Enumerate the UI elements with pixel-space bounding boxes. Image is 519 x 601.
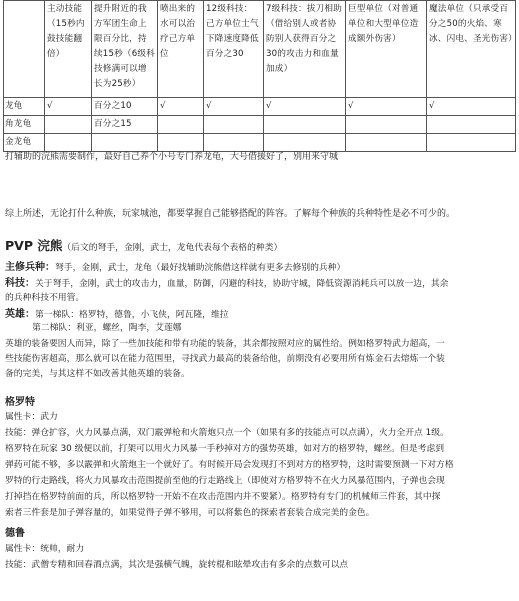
row-label: 金龙龟 <box>4 134 45 152</box>
tech-line <box>5 274 448 289</box>
table-cell <box>346 134 427 152</box>
header-cell <box>4 1 45 98</box>
header-cell: 喷出来的水可以治疗己方单位 <box>158 1 204 98</box>
pvp-section-title <box>5 236 282 254</box>
hero-paragraph-line: 些技能伤害超高，那么就可以在能力范围里，寻找武力最高的装备给他，前期没有必要用所有炼金石去熔炼一个装 <box>5 354 445 364</box>
delu-heading: 德鲁 <box>5 528 25 539</box>
unit-comparison-table <box>3 0 516 152</box>
grot-heading: 格罗特 <box>5 397 35 408</box>
table-header-row <box>4 1 516 98</box>
tech-text: 关于弩手，金刚，武士的攻击力，血量，防御，闪避的科技，协助守城，降低资源消耗兵可以放一边，其余 <box>35 279 449 289</box>
header-cell: 7级科技：拔刀相助（借给别人或者协防别人获得百分之30的攻击力和血量加成） <box>264 1 346 98</box>
summary-paragraph: 综上所述，无论打什么种族，玩家城池，都要掌握自己能够搭配的阵容。了解每个种族的兵种特性是必不可少的。 <box>5 209 456 219</box>
delu-attr: 属性卡：统帅，耐力 <box>5 544 85 554</box>
grot-skill-line: 索者三件套是加子弹容量的，如果觉得子弹不够用，可以将紫色的探索者套装合成完美的金色。 <box>5 508 375 518</box>
main-unit-label: 主修兵种： <box>5 262 55 273</box>
row-label: 龙龟 <box>4 98 45 116</box>
delu-skill: 技能：武僧专精和回春酒点满，其次是强横气魄，旋转棍和眩晕攻击有多余的点数可以点 <box>5 560 349 570</box>
table-cell <box>158 116 204 134</box>
header-cell: 巨型单位（对普通单位和大型单位造成额外伤害） <box>346 1 427 98</box>
table-cell: √ <box>346 98 427 116</box>
tech-label: 科技： <box>5 278 35 289</box>
table-cell <box>264 116 346 134</box>
hero-paragraph-line: 英雄的装备要因人而异，除了一些加技能和带有功能的装备，其余都按照对应的属性给。例如格罗特武力超高，一 <box>5 339 445 349</box>
grot-skill-line: 打掉挡在格罗特前面的兵，所以格罗特一开始不在攻击范围内并不要紧）。格罗特有专门的机械师三件套，其中探 <box>5 492 441 502</box>
table-row <box>4 98 516 116</box>
table-cell: √ <box>264 98 346 116</box>
main-unit-line <box>5 258 345 273</box>
header-cell: 12级科技：己方单位士气下降速度降低百分之30 <box>204 1 264 98</box>
grot-skill-line: 技能：弹仓扩容，火力风暴点满，双门霰弹枪和火箭炮只点一个（如果有多的技能点可以点满），火力全开点 1级。 <box>5 428 449 438</box>
table-cell: √ <box>45 98 92 116</box>
table-row <box>4 116 516 134</box>
header-cell: 提升附近的我方军团生命上限百分比，持续15秒（6级科技修满可以增长为25秒） <box>92 1 158 98</box>
hero-label: 英雄： <box>5 309 35 320</box>
grot-skill-line: 格罗特在玩家 30 级便以前，打架可以用火力风暴一手秒掉对方的强势英雄，如对方的格罗特，螺丝。但是考虑到 <box>5 444 445 454</box>
hero-tier2: 第二梯队：利亚，螺丝，陶李，艾莲娜 <box>32 323 182 333</box>
table-note: 打辅助的浣熊需要制作，最好自己养个小号专门养龙龟，大号借援好了，别用来守城 <box>5 152 339 162</box>
grot-skill-line: 弹药可能不够，多以霰弹和火箭炮主一个就好了。有时候开局会发现打不到对方的格罗特，这时需要预测一下对方格 <box>5 460 454 470</box>
grot-skill-line: 罗特的行走路线，将火力风暴攻击范围提前至他的行走路线上（即使对方格罗特不在火力风暴范围内，子弹也会现 <box>5 476 445 486</box>
row-label: 角龙龟 <box>4 116 45 134</box>
main-unit-text: 弩手，金刚，武士，龙龟（最好找辅助浣熊借这样就有更多去修别的兵种） <box>55 263 346 273</box>
table-cell: √ <box>427 98 516 116</box>
hero-paragraph-line: 备的完美，与其这样不如改善其他英雄的装备。 <box>5 369 190 379</box>
table-cell <box>45 116 92 134</box>
table-cell <box>346 116 427 134</box>
table-cell: 百分之15 <box>92 116 158 134</box>
table-cell <box>204 116 264 134</box>
table-cell: √ <box>158 98 204 116</box>
hero-line <box>5 305 229 320</box>
tech-line-2: 的兵种科技不用管。 <box>5 293 85 303</box>
header-cell: 主动技能（15秒内鼓技能翻倍） <box>45 1 92 98</box>
table-cell <box>427 134 516 152</box>
grot-attr: 属性卡：武力 <box>5 412 58 422</box>
pvp-subtitle: （后文的弩手，金刚，武士，龙龟代表每个表格的种类） <box>62 243 283 253</box>
table-cell <box>427 116 516 134</box>
hero-tier1: 第一梯队：格罗特，德鲁，小飞侠，阿瓦隆，维拉 <box>35 310 229 320</box>
header-cell: 魔法单位（只承受百分之50的火焰、寒冰、闪电、圣光伤害） <box>427 1 516 98</box>
pvp-title-text: PVP 浣熊 <box>5 238 63 253</box>
table-cell: 百分之10 <box>92 98 158 116</box>
table-cell: √ <box>204 98 264 116</box>
